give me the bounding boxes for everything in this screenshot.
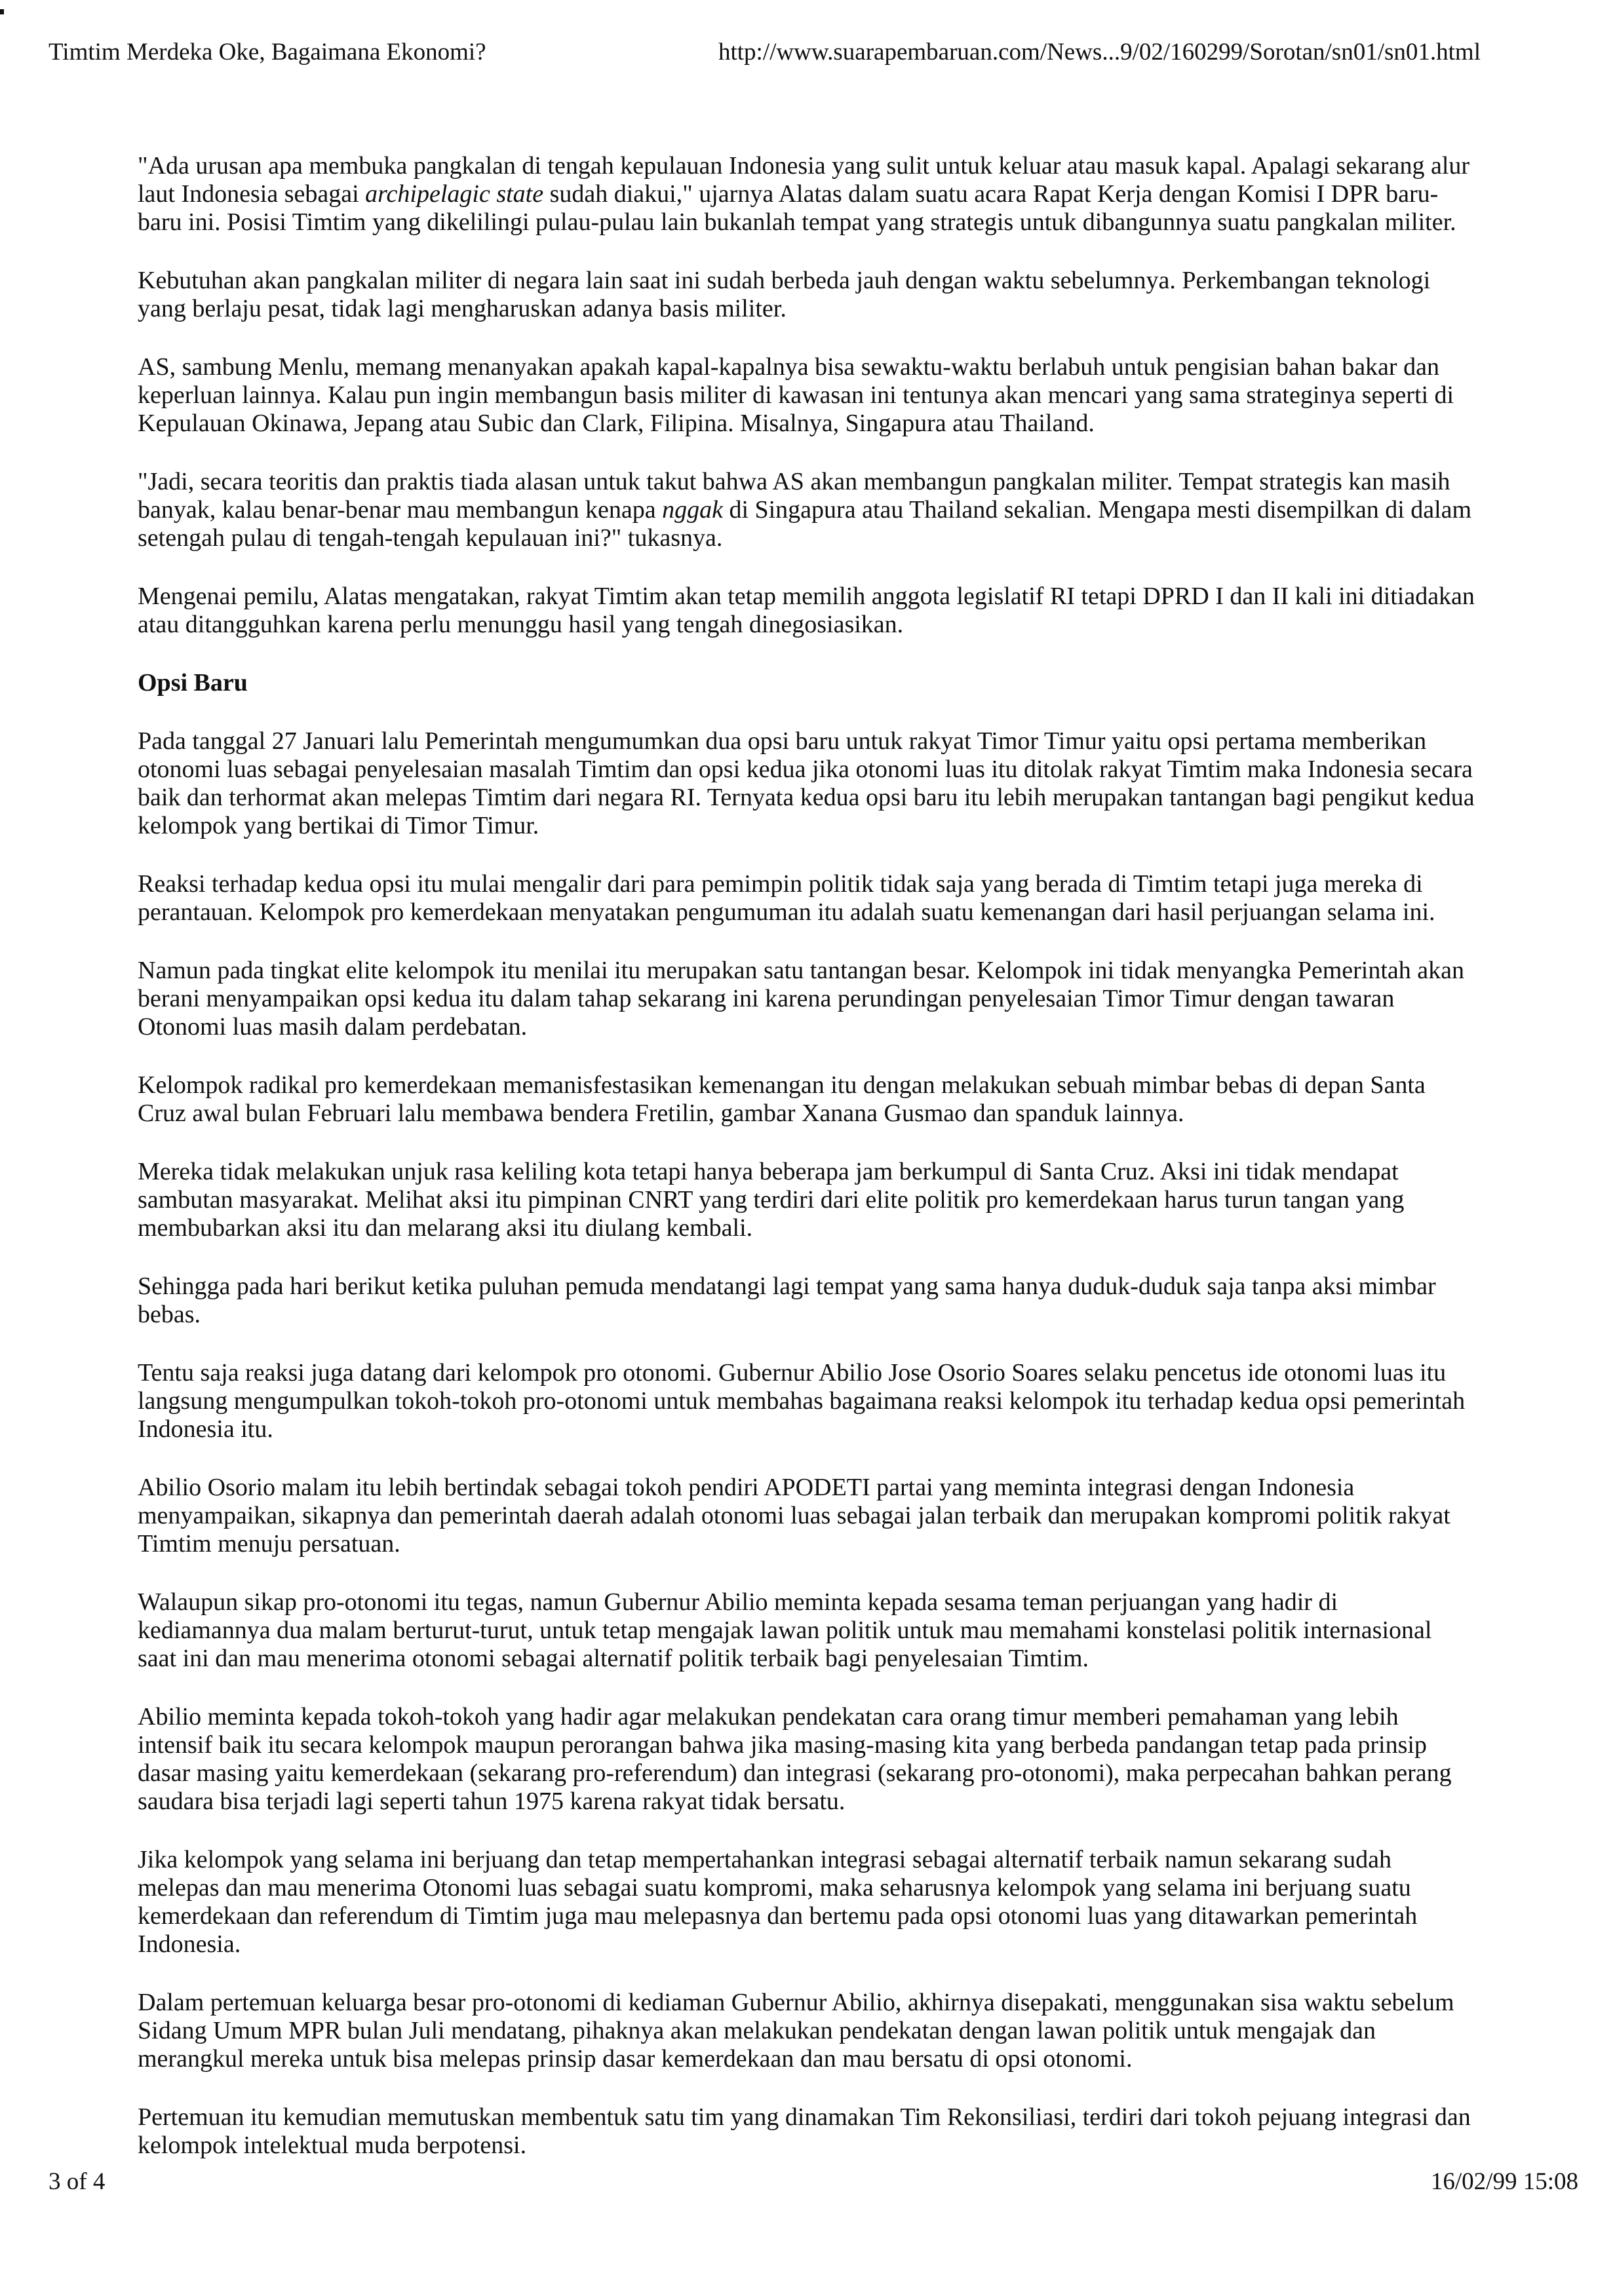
paragraph: Walaupun sikap pro-otonomi itu tegas, namun Gubernur Abilio meminta kepada sesama teman perjuangan yang hadir di kediamannya dua malam berturut-turut, untuk tetap mengajak lawan politik untuk mau memahami konstelasi politik internasional saat ini dan mau menerima otonomi sebagai alternatif politik terbaik bagi penyelesaian Timtim. <box>138 1588 1432 1672</box>
paragraph: Kebutuhan akan pangkalan militer di negara lain saat ini sudah berbeda jauh dengan waktu sebelumnya. Perkembangan teknologi yang berlaju pesat, tidak lagi mengharuskan adanya basis militer. <box>138 267 1431 322</box>
paragraph: "Ada urusan apa membuka pangkalan di tengah kepulauan Indonesia yang sulit untuk keluar atau masuk kapal. Apalagi sekarang alur laut Indonesia sebagai archipelagic state sudah diakui," ujarnya Alatas dalam suatu acara Rapat Kerja dengan Komisi I DPR baru-baru ini. Posisi Timtim yang dikelilingi pulau-pulau lain bukanlah tempat yang strategis untuk dibangunnya suatu pangkalan militer. <box>138 152 1470 236</box>
paragraph: Pada tanggal 27 Januari lalu Pemerintah mengumumkan dua opsi baru untuk rakyat Timor Timur yaitu opsi pertama memberikan otonomi luas sebagai penyelesaian masalah Timtim dan opsi kedua jika otonomi luas itu ditolak rakyat Timtim maka Indonesia secara baik dan terhormat akan melepas Timtim dari negara RI. Ternyata kedua opsi baru itu lebih merupakan tantangan bagi pengikut kedua kelompok yang bertikai di Timor Timur. <box>138 727 1475 839</box>
paragraph: Dalam pertemuan keluarga besar pro-otonomi di kediaman Gubernur Abilio, akhirnya disepakati, menggunakan sisa waktu sebelum Sidang Umum MPR bulan Juli mendatang, pihaknya akan melakukan pendekatan dengan lawan politik untuk mengajak dan merangkul mereka untuk bisa melepas prinsip dasar kemerdekaan dan mau bersatu di opsi otonomi. <box>138 1989 1454 2073</box>
italic-term: nggak <box>662 496 723 524</box>
paragraph: Namun pada tingkat elite kelompok itu menilai itu merupakan satu tantangan besar. Kelompok ini tidak menyangka Pemerintah akan berani menyampaikan opsi kedua itu dalam tahap sekarang ini karena perundingan penyelesaian Timor Timur dengan tawaran Otonomi luas masih dalam perdebatan. <box>138 957 1465 1041</box>
paragraph: Tentu saja reaksi juga datang dari kelompok pro otonomi. Gubernur Abilio Jose Osorio Soares selaku pencetus ide otonomi luas itu langsung mengumpulkan tokoh-tokoh pro-otonomi untuk membahas bagaimana reaksi kelompok itu terhadap kedua opsi pemerintah Indonesia itu. <box>138 1359 1466 1443</box>
paragraph: Kelompok radikal pro kemerdekaan memanisfestasikan kemenangan itu dengan melakukan sebuah mimbar bebas di depan Santa Cruz awal bulan Februari lalu membawa bendera Fretilin, gambar Xanana Gusmao dan spanduk lainnya. <box>138 1071 1426 1127</box>
page-number: 3 of 4 <box>49 2168 106 2195</box>
section-heading: Opsi Baru <box>138 669 248 697</box>
paragraph: Mereka tidak melakukan unjuk rasa keliling kota tetapi hanya beberapa jam berkumpul di Santa Cruz. Aksi ini tidak mendapat sambutan masyarakat. Melihat aksi itu pimpinan CNRT yang terdiri dari elite politik pro kemerdekaan harus turun tangan yang membubarkan aksi itu dan melarang aksi itu diulang kembali. <box>138 1158 1405 1242</box>
paragraph: Reaksi terhadap kedua opsi itu mulai mengalir dari para pemimpin politik tidak saja yang berada di Timtim tetapi juga mereka di perantauan. Kelompok pro kemerdekaan menyatakan pengumuman itu adalah suatu kemenangan dari hasil perjuangan selama ini. <box>138 870 1435 926</box>
paragraph: Abilio meminta kepada tokoh-tokoh yang hadir agar melakukan pendekatan cara orang timur memberi pemahaman yang lebih intensif baik itu secara kelompok maupun perorangan bahwa jika masing-masing kita yang berbeda pandangan tetap pada prinsip dasar masing yaitu kemerdekaan (sekarang pro-referendum) dan integrasi (sekarang pro-otonomi), maka perpecahan bahkan perang saudara bisa terjadi lagi seperti tahun 1975 karena rakyat tidak bersatu. <box>138 1703 1452 1815</box>
header-url[interactable]: http://www.suarapembaruan.com/News...9/02/160299/Sorotan/sn01/sn01.html <box>718 39 1481 66</box>
header-page-title: Timtim Merdeka Oke, Bagaimana Ekonomi? <box>49 39 486 66</box>
paragraph: Sehingga pada hari berikut ketika puluhan pemuda mendatangi lagi tempat yang sama hanya duduk-duduk saja tanpa aksi mimbar bebas. <box>138 1272 1436 1328</box>
paragraph: Mengenai pemilu, Alatas mengatakan, rakyat Timtim akan tetap memilih anggota legislatif RI tetapi DPRD I dan II kali ini ditiadakan atau ditangguhkan karena perlu menunggu hasil yang tengah dinegosiasikan. <box>138 583 1475 638</box>
print-footer <box>49 2166 1578 2198</box>
print-header <box>49 33 1578 72</box>
paragraph: "Jadi, secara teoritis dan praktis tiada alasan untuk takut bahwa AS akan membangun pangkalan militer. Tempat strategis kan masih banyak, kalau benar-benar mau membangun kenapa nggak di Singapura atau Thailand sekalian. Mengapa mesti disempilkan di dalam setengah pulau di tengah-tengah kepulauan ini?" tukasnya. <box>138 468 1472 552</box>
paragraph: Pertemuan itu kemudian memutuskan membentuk satu tim yang dinamakan Tim Rekonsiliasi, terdiri dari tokoh pejuang integrasi dan kelompok intelektual muda berpotensi. <box>138 2103 1471 2159</box>
article-body <box>138 152 1475 2190</box>
paragraph: AS, sambung Menlu, memang menanyakan apakah kapal-kapalnya bisa sewaktu-waktu berlabuh untuk pengisian bahan bakar dan keperluan lainnya. Kalau pun ingin membangun basis militer di kawasan ini tentunya akan mencari yang sama strateginya seperti di Kepulauan Okinawa, Jepang atau Subic dan Clark, Filipina. Misalnya, Singapura atau Thailand. <box>138 353 1454 437</box>
print-datetime: 16/02/99 15:08 <box>1430 2168 1578 2195</box>
paragraph: Abilio Osorio malam itu lebih bertindak sebagai tokoh pendiri APODETI partai yang meminta integrasi dengan Indonesia menyampaikan, sikapnya dan pemerintah daerah adalah otonomi luas sebagai jalan terbaik dan merupakan kompromi politik rakyat Timtim menuju persatuan. <box>138 1474 1450 1558</box>
paragraph: Jika kelompok yang selama ini berjuang dan tetap mempertahankan integrasi sebagai alternatif terbaik namun sekarang sudah melepas dan mau menerima Otonomi luas sebagai suatu kompromi, maka seharusnya kelompok yang selama ini berjuang suatu kemerdekaan dan referendum di Timtim juga mau melepasnya dan bertemu pada opsi otonomi luas yang ditawarkan pemerintah Indonesia. <box>138 1846 1418 1958</box>
italic-term: archipelagic state <box>365 180 544 208</box>
scan-edge-mark <box>0 9 4 14</box>
